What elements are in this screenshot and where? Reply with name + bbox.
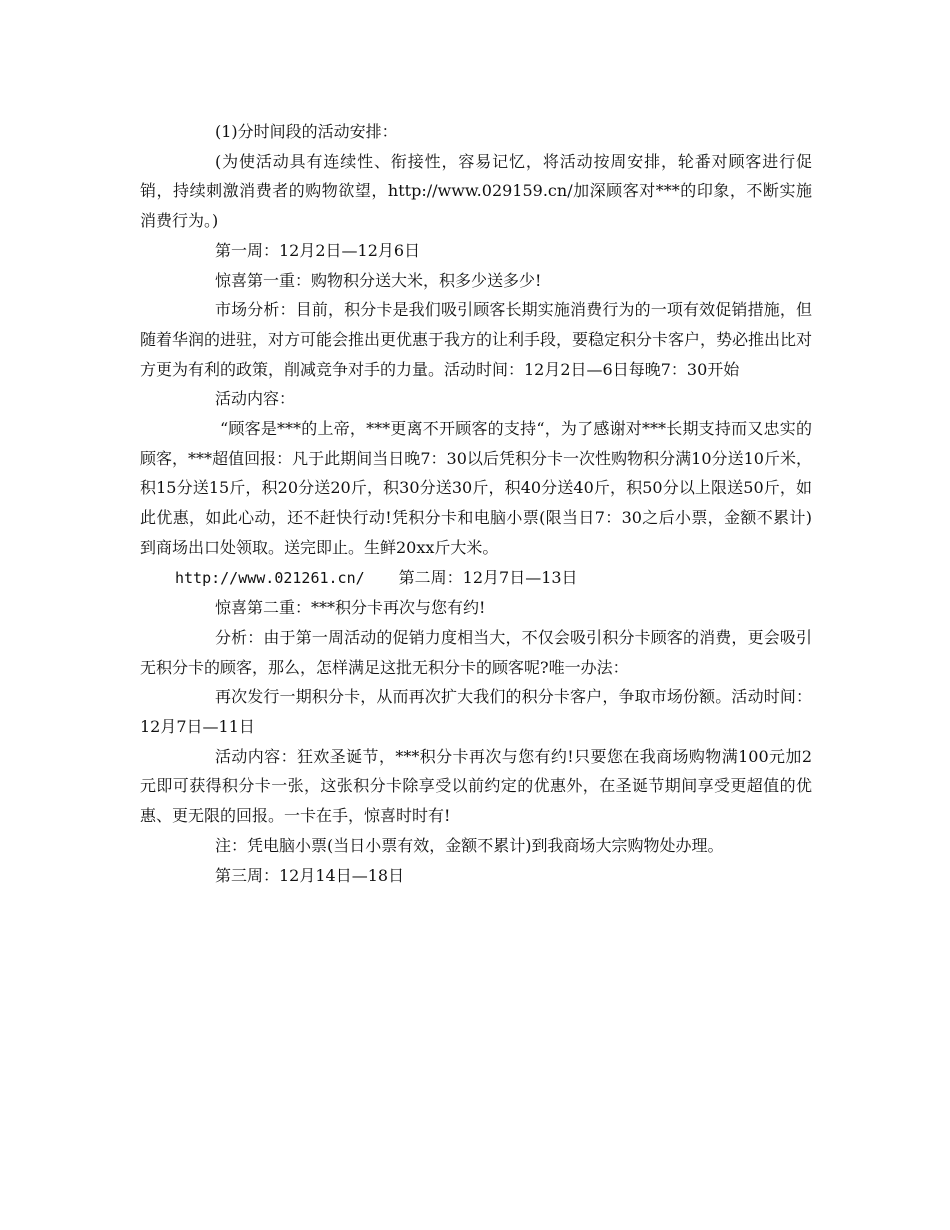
document-body bbox=[140, 117, 812, 890]
paragraph-activity-content-label: 活动内容： bbox=[215, 389, 296, 409]
paragraph-analysis: 分析：由于第一周活动的促销力度相当大，不仅会吸引积分卡顾客的消费，更会吸引无积分卡的顾客，那么，怎样满足这批无积分卡的顾客呢?唯一办法： bbox=[140, 627, 812, 677]
paragraph-note: 注：凭电脑小票(当日小票有效，金额不累计)到我商场大宗购物处办理。 bbox=[215, 835, 724, 855]
paragraph-schedule-heading: (1)分时间段的活动安排： bbox=[215, 122, 398, 141]
paragraph-surprise-two: 惊喜第二重：***积分卡再次与您有约! bbox=[215, 598, 486, 618]
paragraph-week-two bbox=[140, 563, 812, 594]
paragraph-reissue: 再次发行一期积分卡，从而再次扩大我们的积分卡客户，争取市场份额。活动时间：12月7日—11日 bbox=[140, 687, 812, 737]
paragraph-surprise-one: 惊喜第一重：购物积分送大米，积多少送多少! bbox=[215, 270, 542, 290]
url-text: http://www.021261.cn/ bbox=[175, 568, 365, 587]
paragraph-activity-content: “顾客是***的上帝，***更离不开顾客的支持“，为了感谢对***长期支持而又忠实的顾客，***超值回报：凡于此期间当日晚7：30以后凭积分卡一次性购物积分满10分送10斤米，积15分送15斤，积20分送20斤，积30分送30斤，积40分送40斤，积50分以上限送50斤，如此优惠，如此心动，还不赶快行动!凭积分卡和电脑小票(限当日7：30之后小票，金额不累计)到商场出口处领取。送完即止。生鲜20xx斤大米。 bbox=[140, 419, 812, 557]
paragraph-week-one: 第一周：12月2日—12月6日 bbox=[215, 240, 421, 260]
week-two-text: 第二周：12月7日—13日 bbox=[398, 567, 578, 587]
paragraph-christmas-content: 活动内容：狂欢圣诞节，***积分卡再次与您有约!只要您在我商场购物满100元加2元即可获得积分卡一张，这张积分卡除享受以前约定的优惠外，在圣诞节期间享受更超值的优惠、更无限的回报。一卡在手，惊喜时时有! bbox=[140, 746, 812, 826]
paragraph-intro: (为使活动具有连续性、衔接性，容易记忆，将活动按周安排，轮番对顾客进行促销，持续刺激消费者的购物欲望，http://www.029159.cn/加深顾客对***的印象，不断实施消费行为。) bbox=[140, 151, 812, 231]
paragraph-market-analysis: 市场分析：目前，积分卡是我们吸引顾客长期实施消费行为的一项有效促销措施，但随着华润的进驻，对方可能会推出更优惠于我方的让利手段，要稳定积分卡客户，势必推出比对方更为有利的政策，削减竞争对手的力量。活动时间：12月2日—6日每晚7：30开始 bbox=[140, 300, 813, 379]
paragraph-week-three: 第三周：12月14日—18日 bbox=[215, 865, 405, 885]
